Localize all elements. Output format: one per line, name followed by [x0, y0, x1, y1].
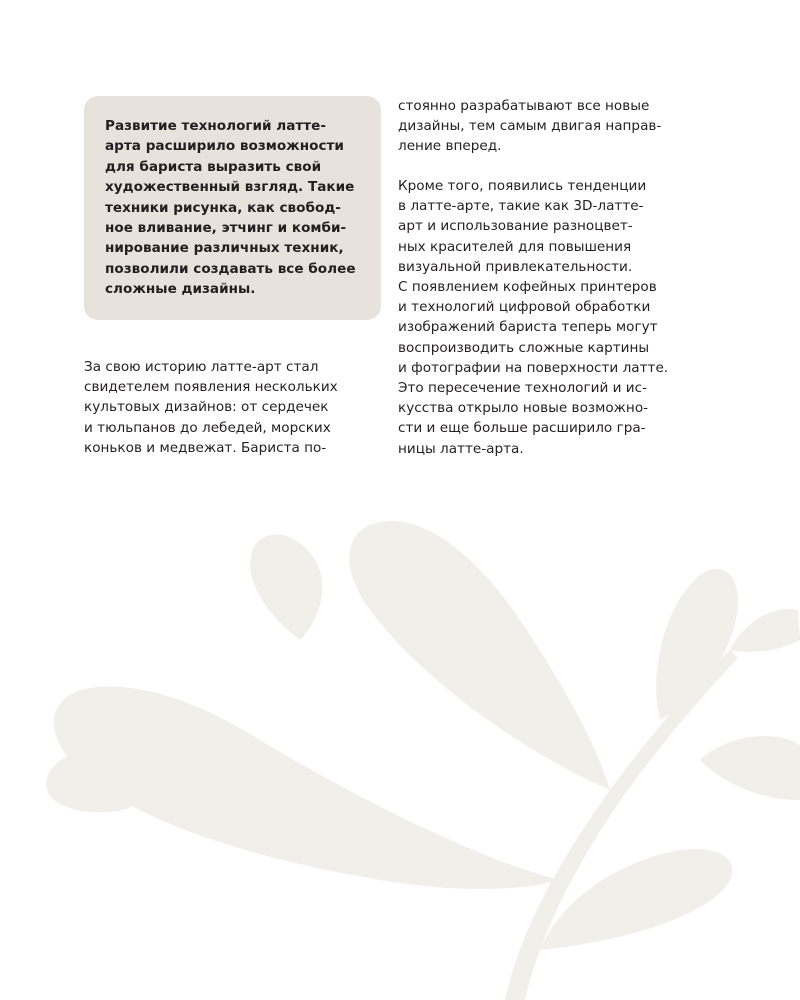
paragraph-line: Это пересечение технологий и ис-: [398, 380, 647, 397]
callout-line: художественный взгляд. Такие: [105, 179, 355, 196]
paragraph-line: дизайны, тем самым двигая направ-: [398, 118, 662, 135]
paragraph-line: арт и использование разноцвет-: [398, 218, 633, 235]
paragraph-line: и фотографии на поверхности латте.: [398, 359, 669, 376]
callout-box: [84, 96, 381, 320]
callout-line: арта расширило возможности: [105, 138, 344, 155]
paragraph-line: Кроме того, появились тенденции: [398, 178, 647, 194]
callout-line: позволили создавать все более: [105, 260, 356, 277]
paragraph-line: и тюльпанов до лебедей, морских: [84, 419, 331, 436]
callout-line: техники рисунка, как свобод-: [105, 199, 341, 216]
continuation-paragraph: [398, 96, 708, 157]
callout-line: сложные дизайны.: [105, 281, 256, 298]
history-paragraph: [84, 357, 384, 458]
paragraph-line: ницы латте-арта.: [398, 440, 524, 457]
paragraph-line: в латте-арте, такие как 3D-латте-: [398, 198, 644, 215]
callout-line: ное вливание, этчинг и комби-: [105, 220, 347, 237]
paragraph-line: визуальной привлекательности.: [398, 258, 633, 275]
paragraph-line: сти и еще больше расширило гра-: [398, 420, 646, 437]
callout-line: для бариста выразить свой: [105, 158, 322, 175]
callout-text: [105, 116, 369, 300]
paragraph-line: стоянно разрабатывают все новые: [398, 98, 650, 114]
paragraph-line: свидетелем появления нескольких: [84, 379, 338, 396]
paragraph-line: и технологий цифровой обработки: [398, 299, 651, 316]
paragraph-line: С появлением кофейных принтеров: [398, 279, 657, 296]
trends-paragraph: [398, 176, 708, 459]
paragraph-line: За свою историю латте-арт стал: [84, 359, 319, 375]
paragraph-line: кусства открыло новые возможно-: [398, 400, 649, 417]
callout-line: Развитие технологий латте-: [105, 118, 327, 134]
paragraph-line: воспроизводить сложные картины: [398, 339, 650, 356]
paragraph-line: культовых дизайнов: от сердечек: [84, 399, 329, 416]
paragraph-line: ление вперед.: [398, 138, 502, 155]
paragraph-line: ных красителей для повышения: [398, 238, 632, 255]
paragraph-line: изображений бариста теперь могут: [398, 319, 658, 336]
paragraph-line: коньков и медвежат. Бариста по-: [84, 439, 327, 456]
callout-line: нирование различных техник,: [105, 240, 344, 257]
